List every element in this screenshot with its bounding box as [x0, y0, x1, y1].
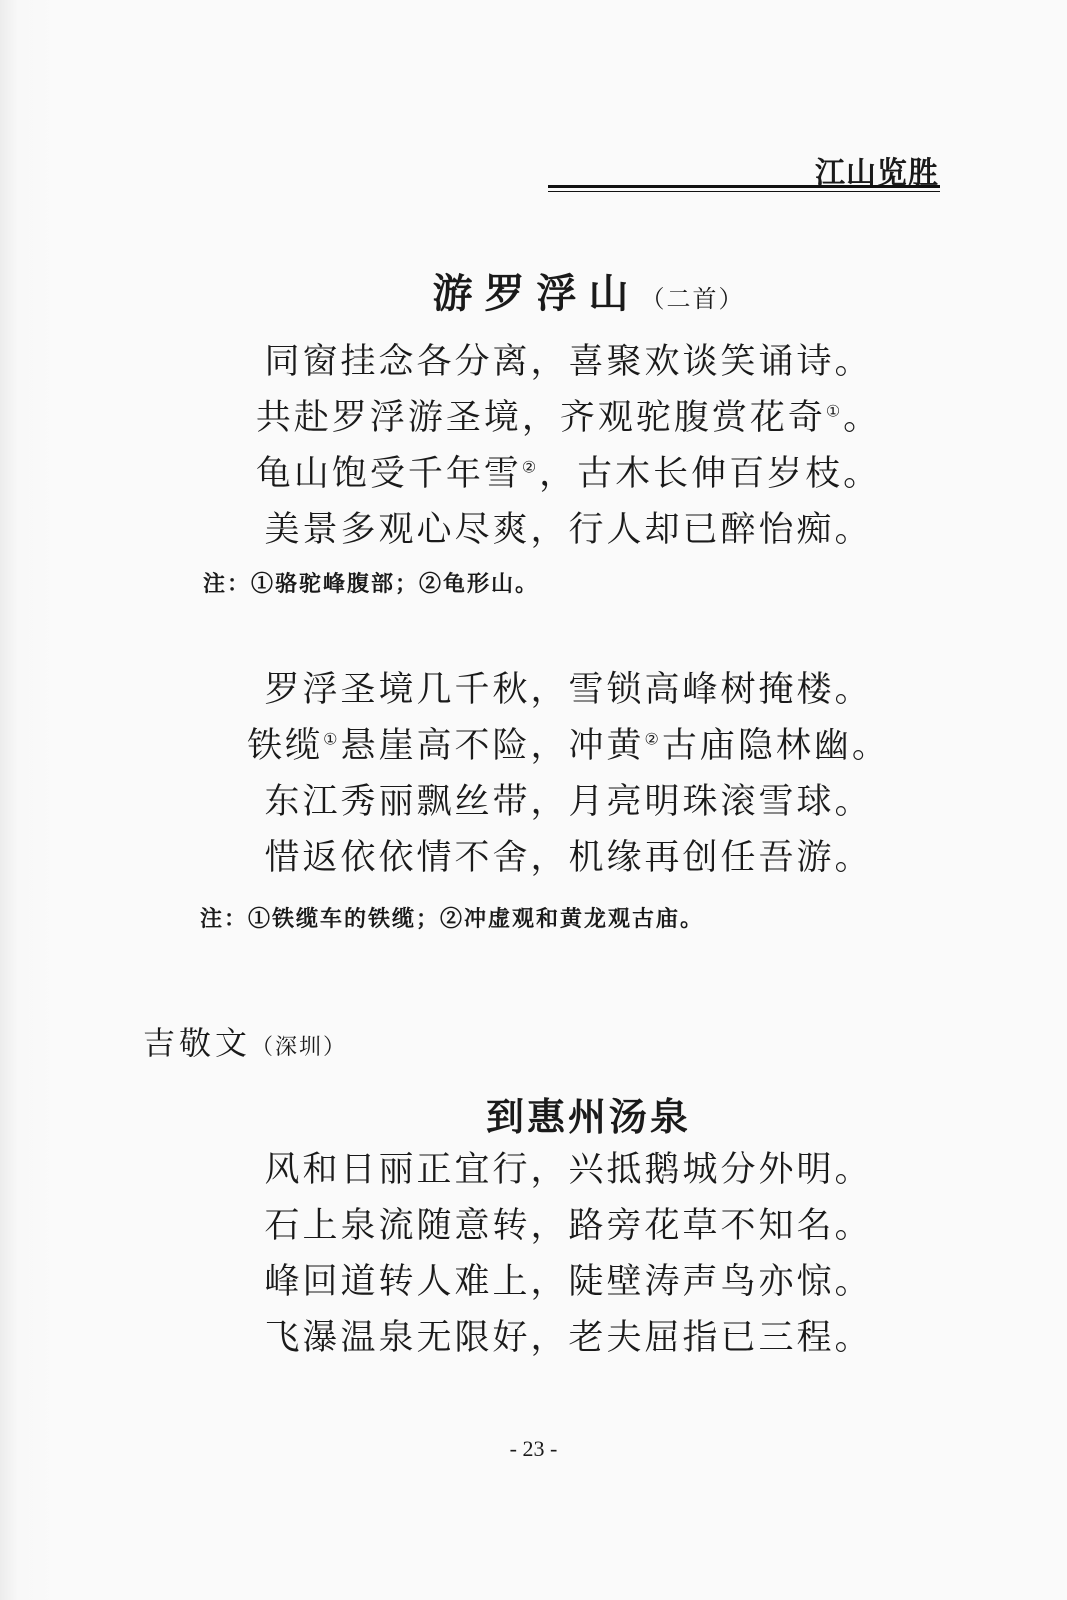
author-line [143, 1018, 347, 1064]
footnote-mark: ① [323, 729, 341, 749]
page-number: - 23 - [509, 1436, 558, 1461]
poem-line: 风和日丽正宜行，兴抵鹅城分外明。 [264, 1150, 873, 1190]
poem-line: 峰回道转人难上，陡壁涛声鸟亦惊。 [264, 1262, 873, 1302]
footnote-mark: ② [644, 729, 662, 749]
poem-line: 罗浮圣境几千秋，雪锁高峰树掩楼。 [264, 670, 873, 710]
poem-line: 美景多观心尽爽，行人却已醉怡痴。 [264, 510, 873, 550]
poem-line: 东江秀丽飘丝带，月亮明珠滚雪球。 [264, 782, 873, 822]
poem-line: 惜返依依情不舍，机缘再创任吾游。 [264, 838, 873, 878]
poem1-stanza2 [0, 662, 1067, 886]
header-rule [548, 185, 940, 188]
poem-line: 铁缆①悬崖高不险，冲黄②古庙隐林幽。 [247, 726, 890, 766]
poem1-note2: 注：①铁缆车的铁缆；②冲虚观和黄龙观古庙。 [200, 906, 705, 932]
poem1-subtitle: （二首） [640, 285, 745, 313]
poem1-stanza1 [0, 334, 1067, 558]
footnote-mark: ① [825, 401, 844, 421]
poem1-title-text: 游罗浮山 [432, 270, 641, 317]
header-rule-thin [548, 191, 940, 192]
poem1-note1: 注：①骆驼峰腹部；②龟形山。 [203, 571, 540, 597]
author-name: 吉敬文 [143, 1024, 252, 1062]
poem2-body [0, 1142, 1067, 1366]
poem-line: 石上泉流随意转，路旁花草不知名。 [264, 1206, 873, 1246]
poem-line: 飞瀑温泉无限好，老夫屈指已三程。 [264, 1318, 873, 1358]
poem-line: 同窗挂念各分离，喜聚欢谈笑诵诗。 [264, 342, 873, 382]
poem-line: 龟山饱受千年雪②，古木长伸百岁枝。 [255, 454, 882, 494]
footnote-mark: ② [521, 457, 540, 477]
poem1-title [0, 262, 1067, 319]
poem2-title: 到惠州汤泉 [485, 1094, 691, 1139]
poem-line: 共赴罗浮游圣境，齐观驼腹赏花奇①。 [255, 398, 882, 438]
author-place: （深圳） [251, 1035, 348, 1060]
running-title: 江山览胜 [815, 156, 939, 191]
